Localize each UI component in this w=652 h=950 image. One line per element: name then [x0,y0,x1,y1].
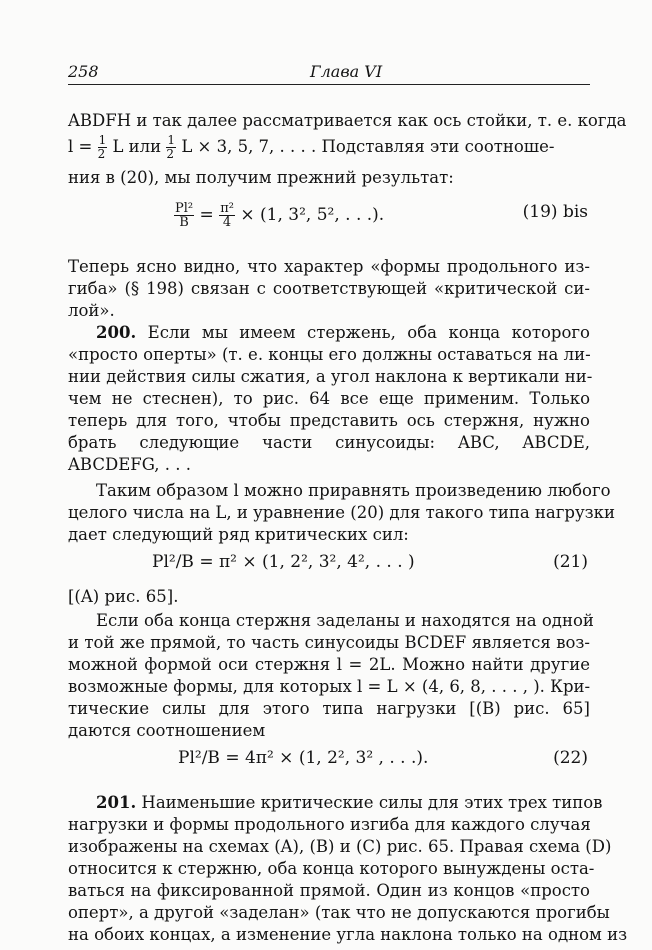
fraction-pl2-over-b: $\frac{\text{Pl²}}{B}$ [175,201,194,230]
paragraph-200-start: 200. Если мы имеем стержень, оба конца которого [96,323,590,342]
fraction-pi2-over-4: $\frac{\text{π²}}{4}$ [220,201,234,230]
text-line: нагрузки и формы продольного изгиба для каждого случая [68,815,591,834]
text-line: Если оба конца стержня заделаны и находятся на одной [96,611,594,630]
text-line-with-fractions: l = $\frac{1}{2}$ L или $\frac{1}{2}$ L × 3, 5, 7, . . . . Подставляя эти соотноше- [68,133,555,161]
text-line: «просто оперты» (т. е. концы его должны оставаться на ли- [68,345,591,364]
text-line: целого числа на L, и уравнение (20) для такого типа нагрузки [68,503,615,522]
text-line: тические силы для этого типа нагрузки [(B) рис. 65] [68,699,590,718]
text-line: изображены на схемах (A), (B) и (C) рис. 65. Правая схема (D) [68,837,612,856]
text-line: дает следующий ряд критических сил: [68,525,409,544]
text-line: Таким образом l можно приравнять произведению любого [96,481,611,500]
text-line: [(A) рис. 65]. [68,587,179,606]
text-line: относится к стержню, оба конца которого вынуждены оста- [68,859,595,878]
text-line: Теперь ясно видно, что характер «формы продольного из- [68,257,590,276]
text-line: ния в (20), мы получим прежний результат: [68,168,454,187]
text-line: ваться на фиксированной прямой. Один из концов «просто [68,881,590,900]
equation-number: (22) [553,748,588,768]
text-line: лой». [68,301,115,320]
text-line: брать следующие части синусоиды: ABC, ABCDE, [68,433,590,452]
section-number: 201. [96,793,137,812]
paragraph-201-start: 201. Наименьшие критические силы для этих трех типов [96,793,603,812]
equation-21: Pl²/B = π² × (1, 2², 3², 4², . . . ) (21) [152,552,588,572]
text-line: можной формой оси стержня l = 2L. Можно найти другие [68,655,590,674]
fraction-one-half: $\frac{1}{2}$ [166,133,176,161]
text-line: теперь для того, чтобы представить ось стержня, нужно [68,411,590,430]
text-line: ABDFH и так далее рассматривается как ось стойки, т. е. когда [68,111,627,130]
running-header [68,62,590,85]
equation-19-bis: $\frac{\text{Pl²}}{B}$ = $\frac{\text{π²}}{4}$ × (1, 3², 5², . . .). (19) bis [175,201,588,230]
text-line: даются соотношением [68,721,266,740]
page-number: 258 [68,62,99,81]
text-line: и той же прямой, то часть синусоиды BCDEF является воз- [68,633,590,652]
text-line: гиба» (§ 198) связан с соответствующей «критической си- [68,279,590,298]
equation-22: Pl²/B = 4π² × (1, 2², 3² , . . .). (22) [178,748,588,768]
text-line: нии действия силы сжатия, а угол наклона к вертикали ни- [68,367,593,386]
equation-number: (19) bis [522,202,588,222]
text-line: на обоих концах, а изменение угла наклона только на одном из [68,925,628,944]
text-line: оперт», а другой «заделан» (так что не допускаются прогибы [68,903,610,922]
section-number: 200. [96,323,137,342]
text-line: возможные формы, для которых l = L × (4, 6, 8, . . . , ). Кри- [68,677,591,696]
equation-number: (21) [553,552,588,572]
text-line: ABCDEFG, . . . [68,455,192,474]
fraction-one-half: $\frac{1}{2}$ [97,133,107,161]
text-line: чем не стеснен), то рис. 64 все еще применим. Только [68,389,590,408]
chapter-title: Глава VI [310,62,383,81]
